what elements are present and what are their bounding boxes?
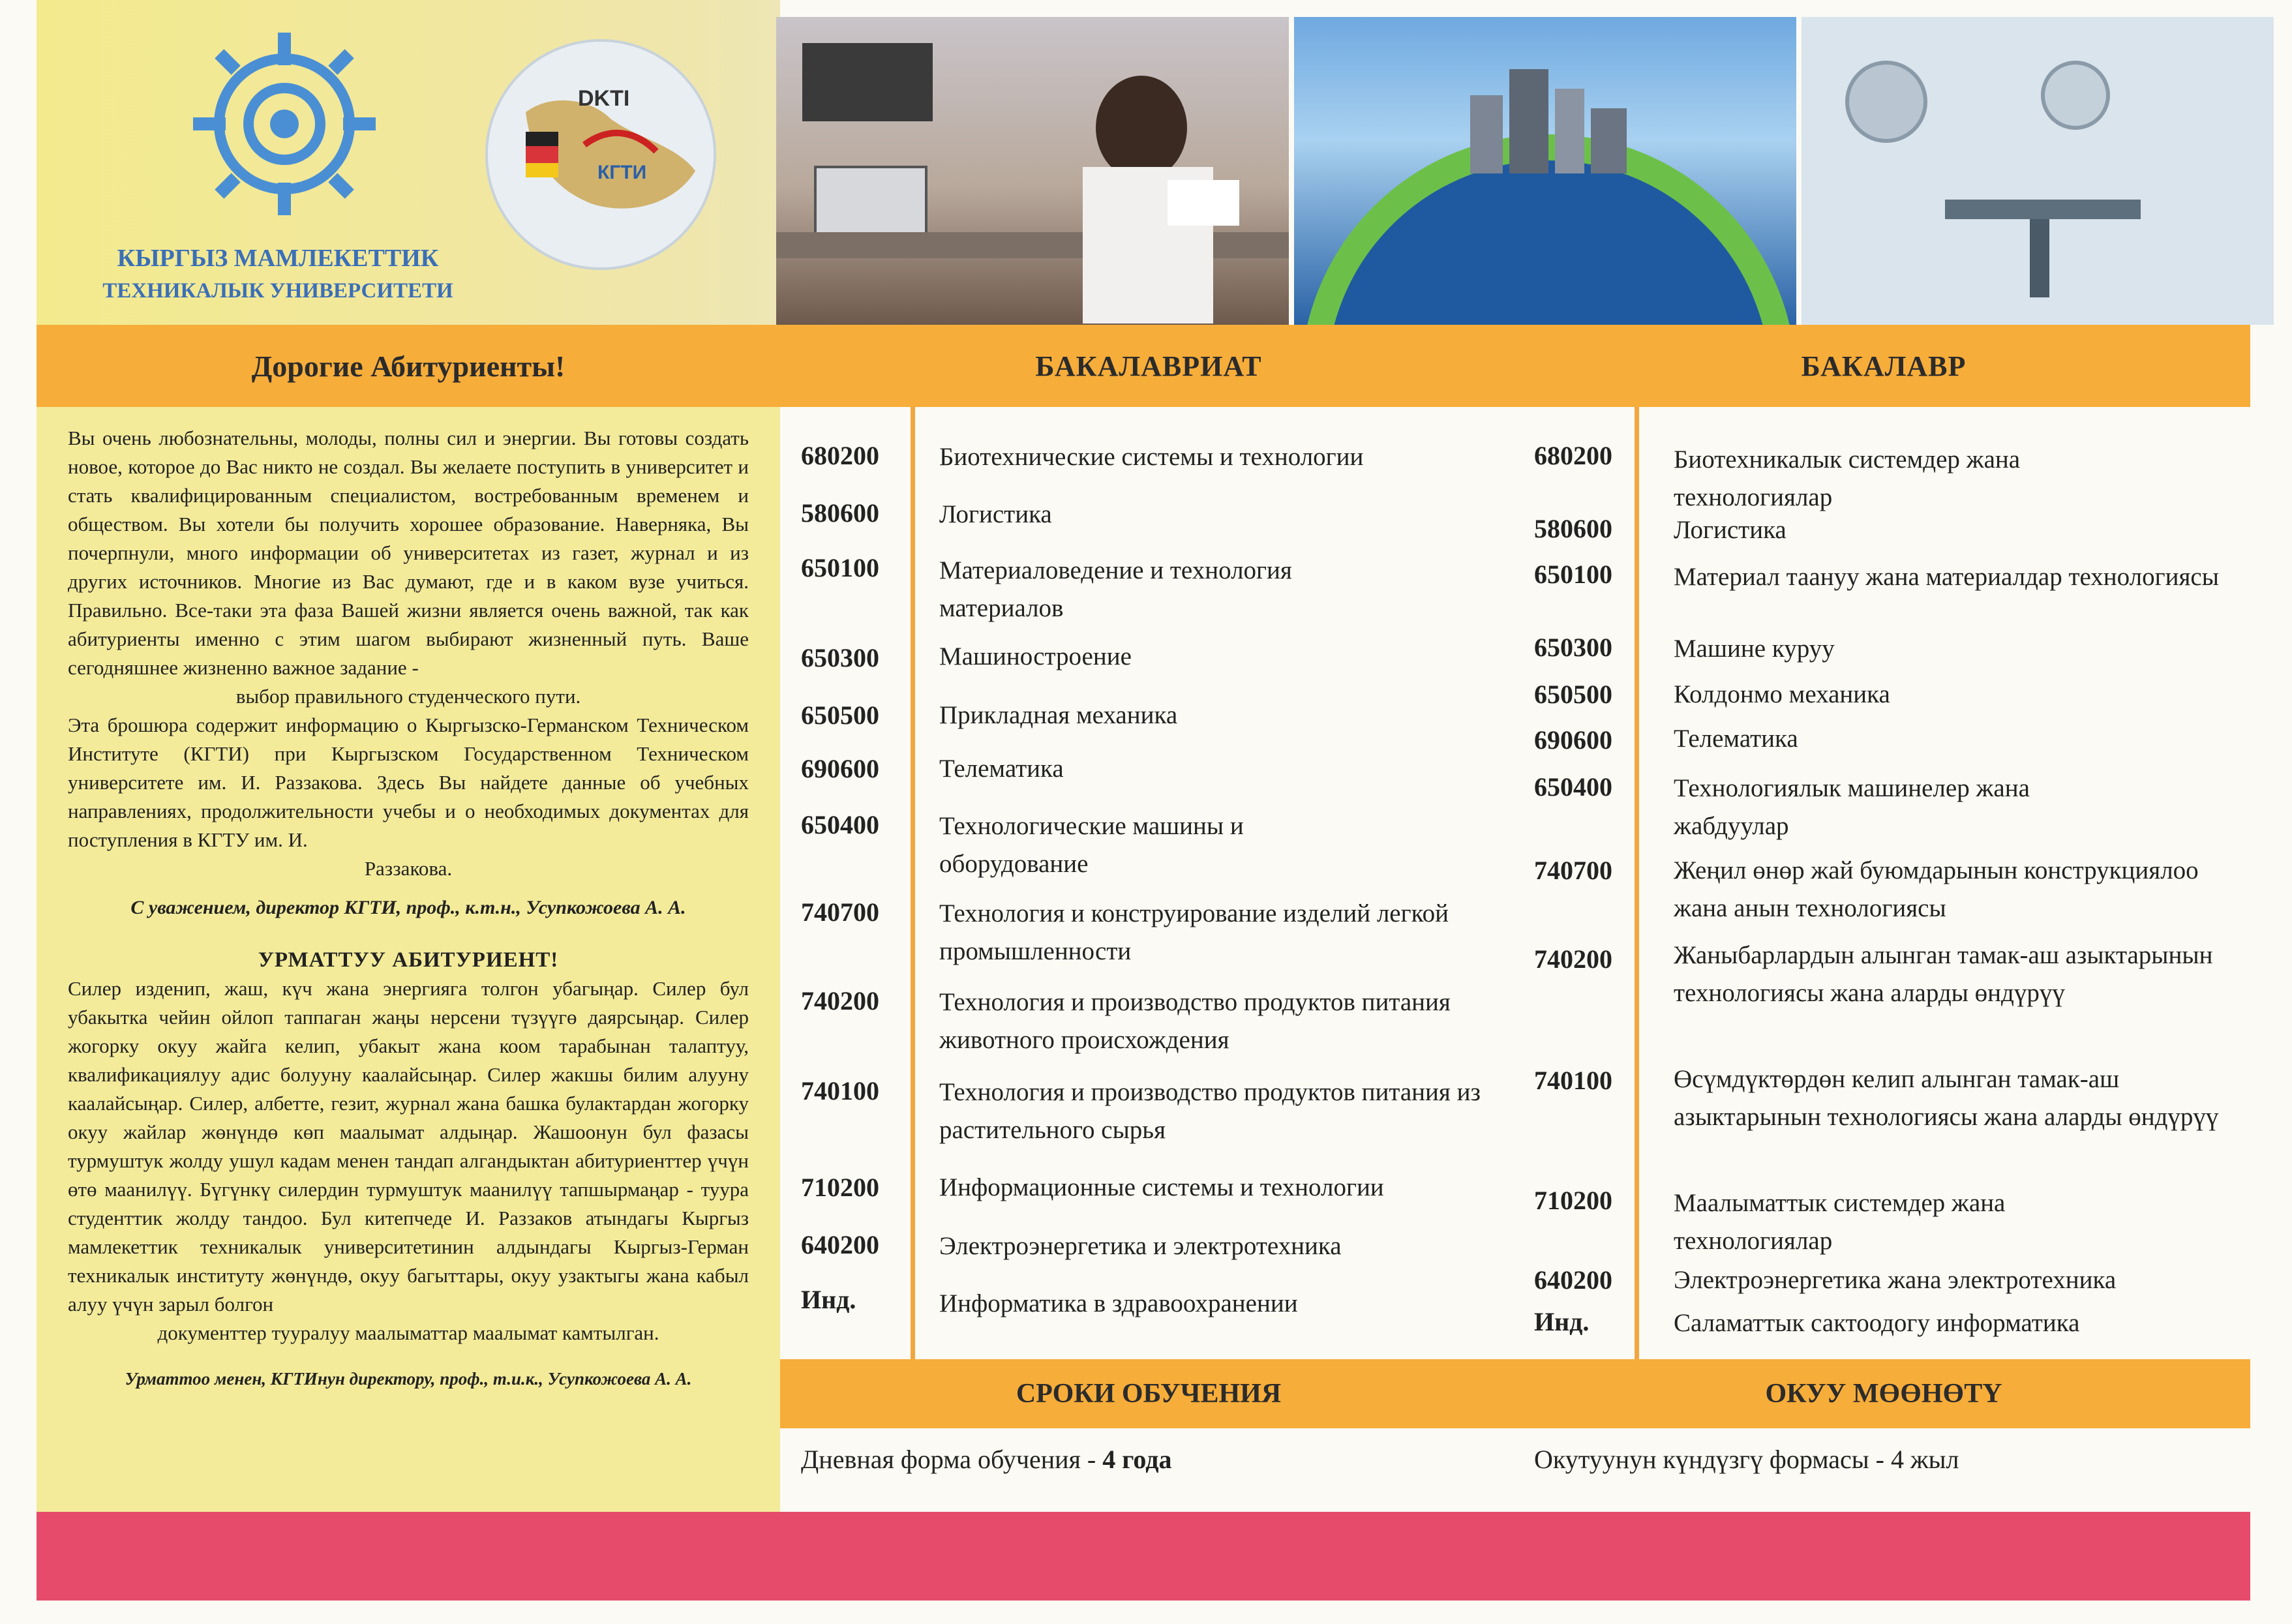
bachelor-ru-header: БАКАЛАВРИАТ bbox=[780, 325, 1517, 407]
globe-top-label: DKTI bbox=[578, 86, 630, 111]
welcome-header: Дорогие Абитуриенты! bbox=[37, 325, 780, 407]
intro-text bbox=[68, 424, 749, 1393]
program-code: 740700 bbox=[801, 897, 879, 927]
program-code: 740100 bbox=[1534, 1066, 1612, 1095]
program-code: 650400 bbox=[801, 810, 879, 839]
intro-ky-paragraph1: Силер изденип, жаш, күч жана энергияга толгон убагыңар. Силер бул убакытка чейин ойлоп таппаган жаңы нерсени түзүүгө даярсыңар. Силер жогорку окуу жайга келип, убакыт жана коом тарабынан талаптуу, квалификациялуу адис болууну каалайсыңар. Силер жакшы билим алууну каалайсыңар. Силер, албетте, гезит, журнал жана башка булактардан жогорку окуу жайлар жөнүндө көп маалымат алдыңар. Жашоонун бул фазасы турмуштук жолду ушул кадам менен тандап алгандыктан абитуриенттер үчүн өтө маанилүү. Бүгүнкү силердин турмуштук маанилүү тапшырмаңар - туура студенттик жолду тандоо. Бул китепчеде И. Раззаков атындагы Кыргыз мамлекеттик техникалык университетинин алдындагы Кыргыз-Герман техникалык институту жөнүндө, окуу багыттары, окуу узактыгы жана кабыл алуу үчүн зарыл болгон bbox=[68, 977, 749, 1316]
program-code: 640200 bbox=[801, 1230, 879, 1259]
program-code: 580600 bbox=[1534, 514, 1612, 543]
earth-city-photo-icon bbox=[1294, 17, 1796, 325]
program-name: Электроэнергетика жана электротехника bbox=[1674, 1266, 2117, 1294]
program-code: 710200 bbox=[801, 1173, 879, 1202]
program-code: 680200 bbox=[801, 441, 879, 470]
intro-ru-paragraph1: Вы очень любознательны, молоды, полны сил и энергии. Вы готовы создать новое, которое до Вас никто не создал. Вы желаете поступить в университет и стать квалифицированным специалистом, востребованным временем и обществом. Вы хотели бы получить хорошее образование. Наверняка, Вы почерпнули, много информации об университетах из газет, журнал и из других источников. Многие из Вас думают, где и в каком вузе учиться. Правильно. Все-таки эта фаза Вашей жизни является очень важной, так как абитуриенты именно с этим шагом выбирают жизненный путь. Ваше сегодняшнее жизненно важное задание - bbox=[68, 427, 749, 679]
program-name: Электроэнергетика и электротехника bbox=[939, 1232, 1342, 1260]
program-code: 740200 bbox=[801, 986, 879, 1015]
program-name: Прикладная механика bbox=[939, 701, 1178, 729]
program-name: Материал таануу жана материалдар технологиясы bbox=[1674, 563, 2219, 591]
university-emblem-icon bbox=[187, 26, 382, 222]
program-code: 650400 bbox=[1534, 772, 1612, 802]
program-code: 650300 bbox=[1534, 633, 1612, 662]
terms-ru-value: 4 года bbox=[1102, 1445, 1172, 1474]
program-code: 650500 bbox=[1534, 680, 1612, 709]
program-code: 580600 bbox=[801, 498, 879, 528]
program-code: 650300 bbox=[801, 643, 879, 672]
program-name: Телематика bbox=[1674, 725, 1798, 753]
program-name: Технологиялык машинелер жана жабдуулар bbox=[1674, 774, 2030, 840]
program-name: Саламаттык сактоодогу информатика bbox=[1674, 1309, 2080, 1337]
program-name: Машиностроение bbox=[939, 642, 1132, 670]
intro-ky-signature: Урматтоо менен, КГТИнун директору, проф., т.и.к., Усупкожоева А. А. bbox=[125, 1369, 692, 1389]
terms-ky-text: Окутуунун күндүзгү формасы - 4 жыл bbox=[1534, 1445, 1959, 1474]
globe-bottom-label: КГТИ bbox=[597, 162, 647, 183]
program-code: 650500 bbox=[801, 700, 879, 730]
terms-ru-text bbox=[801, 1444, 1171, 1475]
terms-ky-header: ОКУУ МӨӨНӨТҮ bbox=[1517, 1359, 2250, 1428]
intro-ru-paragraph1-end: выбор правильного студенческого пути. bbox=[235, 685, 581, 708]
program-name: Жаныбарлардын алынган тамак-аш азыктарынын технологиясы жана аларды өндүрүү bbox=[1674, 941, 2213, 1007]
bottom-decorative-bar bbox=[37, 1512, 2250, 1601]
terms-ru-header: СРОКИ ОБУЧЕНИЯ bbox=[780, 1359, 1517, 1428]
program-code: Инд. bbox=[1534, 1307, 1590, 1336]
program-code: 710200 bbox=[1534, 1186, 1612, 1215]
intro-ky-heading: УРМАТТУУ АБИТУРИЕНТ! bbox=[258, 948, 559, 972]
program-name: Жеңил өнөр жай буюмдарынын конструкциялоо жана анын технологиясы bbox=[1674, 856, 2199, 922]
program-name: Маалыматтык системдер жана технологиялар bbox=[1674, 1189, 2006, 1255]
woman-at-desk-photo-icon bbox=[776, 17, 1289, 325]
program-code: 740700 bbox=[1534, 856, 1612, 885]
terms-ru-label: Дневная форма обучения - bbox=[801, 1445, 1103, 1474]
program-name: Материаловедение и технология материалов bbox=[939, 556, 1292, 622]
intro-ru-paragraph2-end: Раззакова. bbox=[364, 857, 453, 880]
intro-ru-signature: С уважением, директор КГТИ, проф., к.т.н., Усупкожоева А. А. bbox=[130, 897, 686, 918]
university-title-line2: ТЕХНИКАЛЫК УНИВЕРСИТЕТИ bbox=[102, 279, 453, 303]
program-name: Технология и производство продуктов питания животного происхождения bbox=[939, 988, 1451, 1054]
program-code: 690600 bbox=[1534, 725, 1612, 755]
photo-globe-city bbox=[1294, 17, 1796, 325]
photo-workstation bbox=[776, 17, 1289, 325]
program-code: 740100 bbox=[801, 1076, 879, 1105]
medical-room-photo-icon bbox=[1802, 17, 2274, 325]
university-title-line1: КЫРГЫЗ МАМЛЕКЕТТИК bbox=[117, 245, 439, 272]
program-name: Информационные системы и технологии bbox=[939, 1173, 1384, 1201]
program-code: 640200 bbox=[1534, 1265, 1612, 1295]
program-code: 740200 bbox=[1534, 944, 1612, 974]
ky-code-divider bbox=[1635, 407, 1639, 1359]
program-code: 650100 bbox=[801, 553, 879, 582]
program-code: 650100 bbox=[1534, 560, 1612, 589]
program-name: Колдонмо механика bbox=[1674, 680, 1890, 708]
program-name: Логистика bbox=[939, 500, 1052, 528]
program-name: Технологические машины и оборудование bbox=[939, 812, 1244, 878]
ru-code-divider bbox=[911, 407, 915, 1359]
intro-ru-paragraph2: Эта брошюра содержит информацию о Кыргызско-Германском Техническом Институте (КГТИ) при Кыргызском Государственном Техническом университете им. И. Раззакова. Здесь Вы найдете данные об учебных направлениях, продолжительности учебы и о необходимых документах для поступления в КГТУ им. И. bbox=[68, 714, 749, 851]
program-code: 690600 bbox=[801, 754, 879, 783]
program-name: Логистика bbox=[1674, 516, 1787, 544]
program-code: 680200 bbox=[1534, 441, 1612, 470]
program-name: Биотехнические системы и технологии bbox=[939, 443, 1364, 471]
program-name: Биотехникалык системдер жана технологиялар bbox=[1674, 445, 2021, 511]
program-name: Информатика в здравоохранении bbox=[939, 1289, 1298, 1317]
program-name: Технология и производство продуктов питания из растительного сырья bbox=[939, 1078, 1481, 1144]
intro-ky-paragraph1-end: документтер тууралуу маалыматтар маалымат камтылган. bbox=[157, 1321, 659, 1344]
program-name: Технология и конструирование изделий легкой промышленности bbox=[939, 899, 1449, 965]
program-name: Телематика bbox=[939, 755, 1064, 783]
program-code: Инд. bbox=[801, 1285, 856, 1314]
bachelor-ky-header: БАКАЛАВР bbox=[1517, 325, 2250, 407]
logo-area bbox=[37, 0, 780, 325]
photo-operating-room bbox=[1802, 17, 2274, 325]
dkti-kgti-globe-icon bbox=[480, 34, 721, 275]
program-name: Өсүмдүктөрдөн келип алынган тамак-аш азыктарынын технологиясы жана аларды өндүрүү bbox=[1674, 1065, 2219, 1131]
program-name: Машине куруу bbox=[1674, 635, 1835, 663]
